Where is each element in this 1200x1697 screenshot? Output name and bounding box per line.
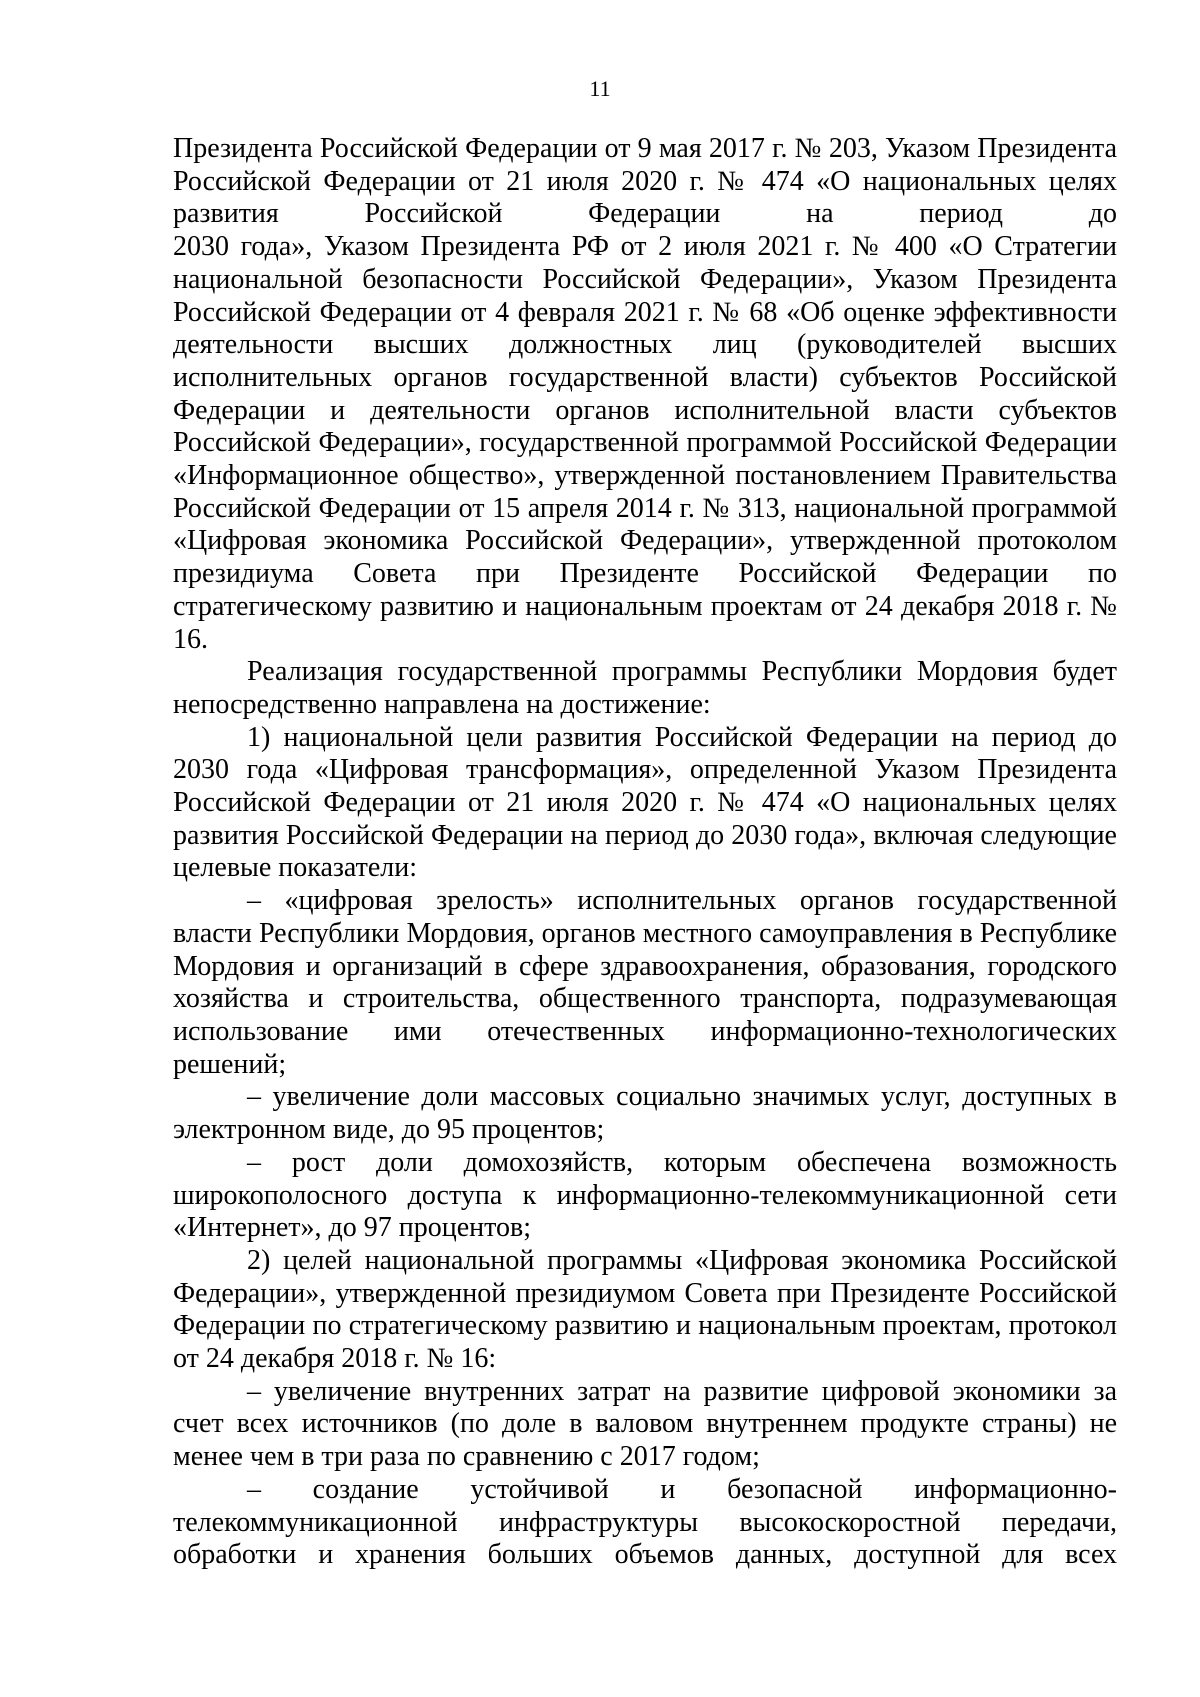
page-number: 11 xyxy=(589,76,611,101)
list-item-2: 2) целей национальной программы «Цифровая экономика Российской Федерации», утвержденной президиумом Совета при Президенте Российской Федерации по стратегическому развитию и национальным проектам, протокол от 24 декабря 2018 г. № 16: xyxy=(173,1244,1117,1375)
document-body xyxy=(173,133,1117,1572)
paragraph-intro: Реализация государственной программы Республики Мордовия будет непосредственно направлена на достижение: xyxy=(173,656,1117,720)
list-item-1-bullet-c: – рост доли домохозяйств, которым обеспечена возможность широкополосного доступа к информационно-телекоммуникационной сети «Интернет», до 97 процентов; xyxy=(173,1146,1117,1244)
list-item-2-bullet-b: – создание устойчивой и безопасной информационно-телекоммуникационной инфраструктуры высокоскоростной передачи, обработки и хранения больших объемов данных, доступной для всех xyxy=(173,1473,1117,1571)
list-item-1: 1) национальной цели развития Российской Федерации на период до 2030 года «Цифровая трансформация», определенной Указом Президента Российской Федерации от 21 июля 2020 г. № 474 «О национальных целях развития Российской Федерации на период до 2030 года», включая следующие целевые показатели: xyxy=(173,721,1117,884)
paragraph-continuation-line-2: 2030 года», Указом Президента РФ от 2 июля 2021 г. № 400 «О Стратегии национальной безопасности Российской Федерации», Указом Президента Российской Федерации от 4 февраля 2021 г. № 68 «Об оценке эффективности деятельности высших должностных лиц (руководителей высших исполнительных органов государственной власти) субъектов Российской Федерации и деятельности органов исполнительной власти субъектов Российской Федерации», государственной программой Российской Федерации «Информационное общество», утвержденной постановлением Правительства Российской Федерации от 15 апреля 2014 г. № 313, национальной программой «Цифровая экономика Российской Федерации», утвержденной протоколом президиума Совета при Президенте Российской Федерации по стратегическому развитию и национальным проектам от 24 декабря 2018 г. № 16. xyxy=(173,231,1117,655)
list-item-1-bullet-a: – «цифровая зрелость» исполнительных органов государственной власти Республики Мордовия, органов местного самоуправления в Республике Мордовия и организаций в сфере здравоохранения, образования, городского хозяйства и строительства, общественного транспорта, подразумевающая использование ими отечественных информационно-технологических решений; xyxy=(173,885,1117,1080)
list-item-1-bullet-b: – увеличение доли массовых социально значимых услуг, доступных в электронном виде, до 95 процентов; xyxy=(173,1081,1117,1146)
list-item-2-bullet-a: – увеличение внутренних затрат на развитие цифровой экономики за счет всех источников (по доле в валовом внутреннем продукте страны) не менее чем в три раза по сравнению с 2017 годом; xyxy=(173,1375,1117,1473)
paragraph-continuation-line-1: Президента Российской Федерации от 9 мая 2017 г. № 203, Указом Президента Российской Федерации от 21 июля 2020 г. № 474 «О национальных целях развития Российской Федерации на период до xyxy=(173,133,1117,230)
